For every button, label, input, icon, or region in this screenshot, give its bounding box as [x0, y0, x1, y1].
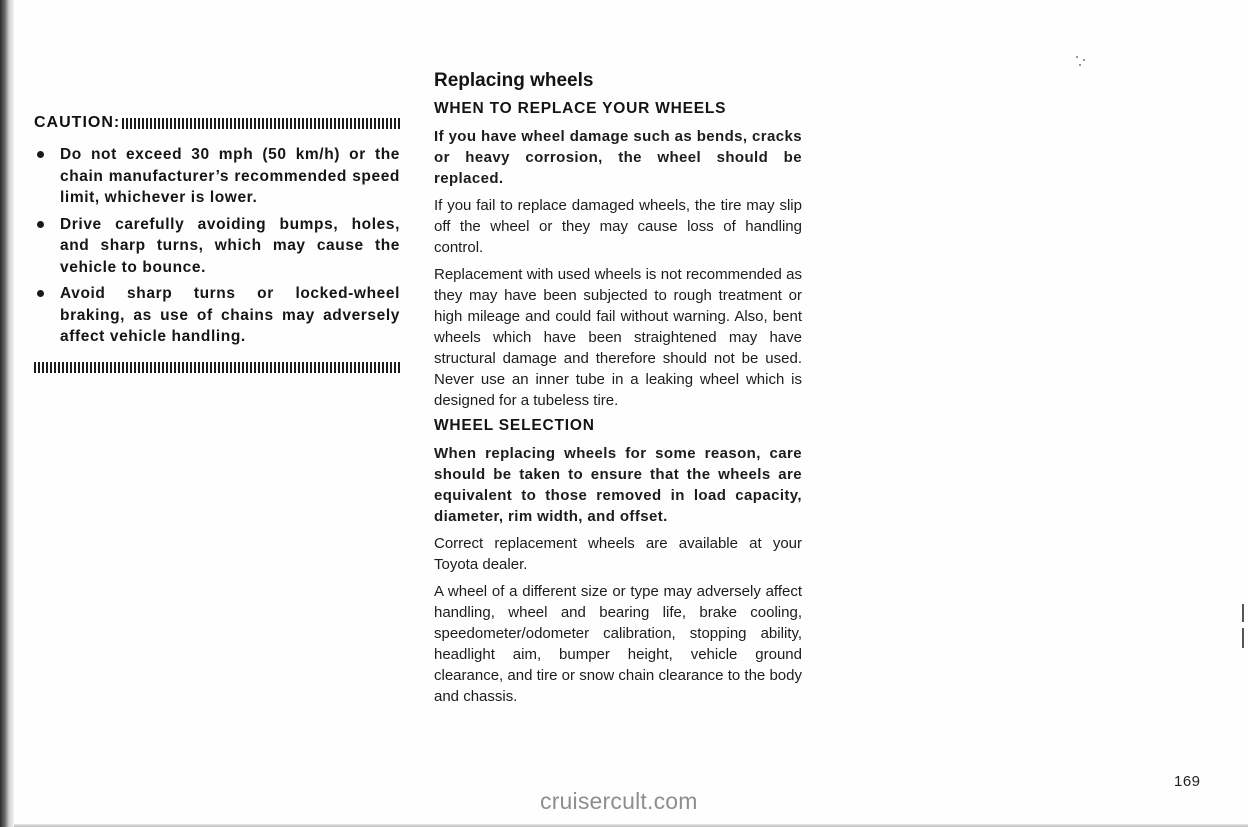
page-title: Replacing wheels	[434, 70, 594, 91]
section-heading: WHEN TO REPLACE YOUR WHEELS	[434, 100, 727, 117]
bullet-icon	[37, 221, 44, 228]
watermark-text: cruisercult.com	[540, 788, 698, 814]
paragraph: If you have wheel damage such as bends, cracks or heavy corrosion, the wheel should be replaced.	[434, 128, 802, 187]
caution-box	[34, 110, 400, 373]
caution-item	[34, 283, 400, 348]
bullet-icon	[37, 151, 44, 158]
book-binding-edge	[0, 0, 14, 827]
paragraph: A wheel of a different size or type may adversely affect handling, wheel and bearing life, brake cooling, speedometer/odometer calibration, stopping ability, headlight aim, bumper height, vehicle ground clearance, and tire or snow chain clearance to the body and chassis.	[434, 583, 802, 705]
paragraph: Correct replacement wheels are available at your Toyota dealer.	[434, 535, 802, 573]
caution-list	[34, 144, 400, 348]
paragraph: If you fail to replace damaged wheels, the tire may slip off the wheel or they may cause loss of handling control.	[434, 197, 802, 256]
caution-item	[34, 144, 400, 209]
caution-item-text: Do not exceed 30 mph (50 km/h) or the chain manufacturer’s recommended speed limit, whichever is lower.	[60, 146, 400, 206]
paragraph: When replacing wheels for some reason, care should be taken to ensure that the wheels are equivalent to those removed in load capacity, diameter, rim width, and offset.	[434, 445, 802, 525]
section-heading: WHEEL SELECTION	[434, 417, 595, 434]
caution-item-text: Avoid sharp turns or locked-wheel braking, as use of chains may adversely affect vehicle handling.	[60, 285, 400, 345]
bullet-icon	[37, 290, 44, 297]
caution-item-text: Drive carefully avoiding bumps, holes, and sharp turns, which may cause the vehicle to bounce.	[60, 215, 400, 276]
caution-item	[34, 214, 400, 279]
margin-mark	[1242, 604, 1244, 622]
page-number: 169	[1174, 773, 1201, 790]
caution-header	[34, 110, 400, 132]
caution-bottom-rule	[34, 362, 400, 373]
caution-top-rule	[122, 118, 400, 129]
margin-mark	[1242, 628, 1244, 648]
main-column	[434, 70, 802, 713]
scan-smudge	[1074, 56, 1088, 68]
paragraph: Replacement with used wheels is not recommended as they may have been subjected to rough treatment or high mileage and could fail without warning. Also, bent wheels which have been straightened may have structural damage and therefore should not be used. Never use an inner tube in a leaking wheel which is designed for a tubeless tire.	[434, 266, 802, 409]
caution-title: CAUTION:	[34, 114, 121, 131]
